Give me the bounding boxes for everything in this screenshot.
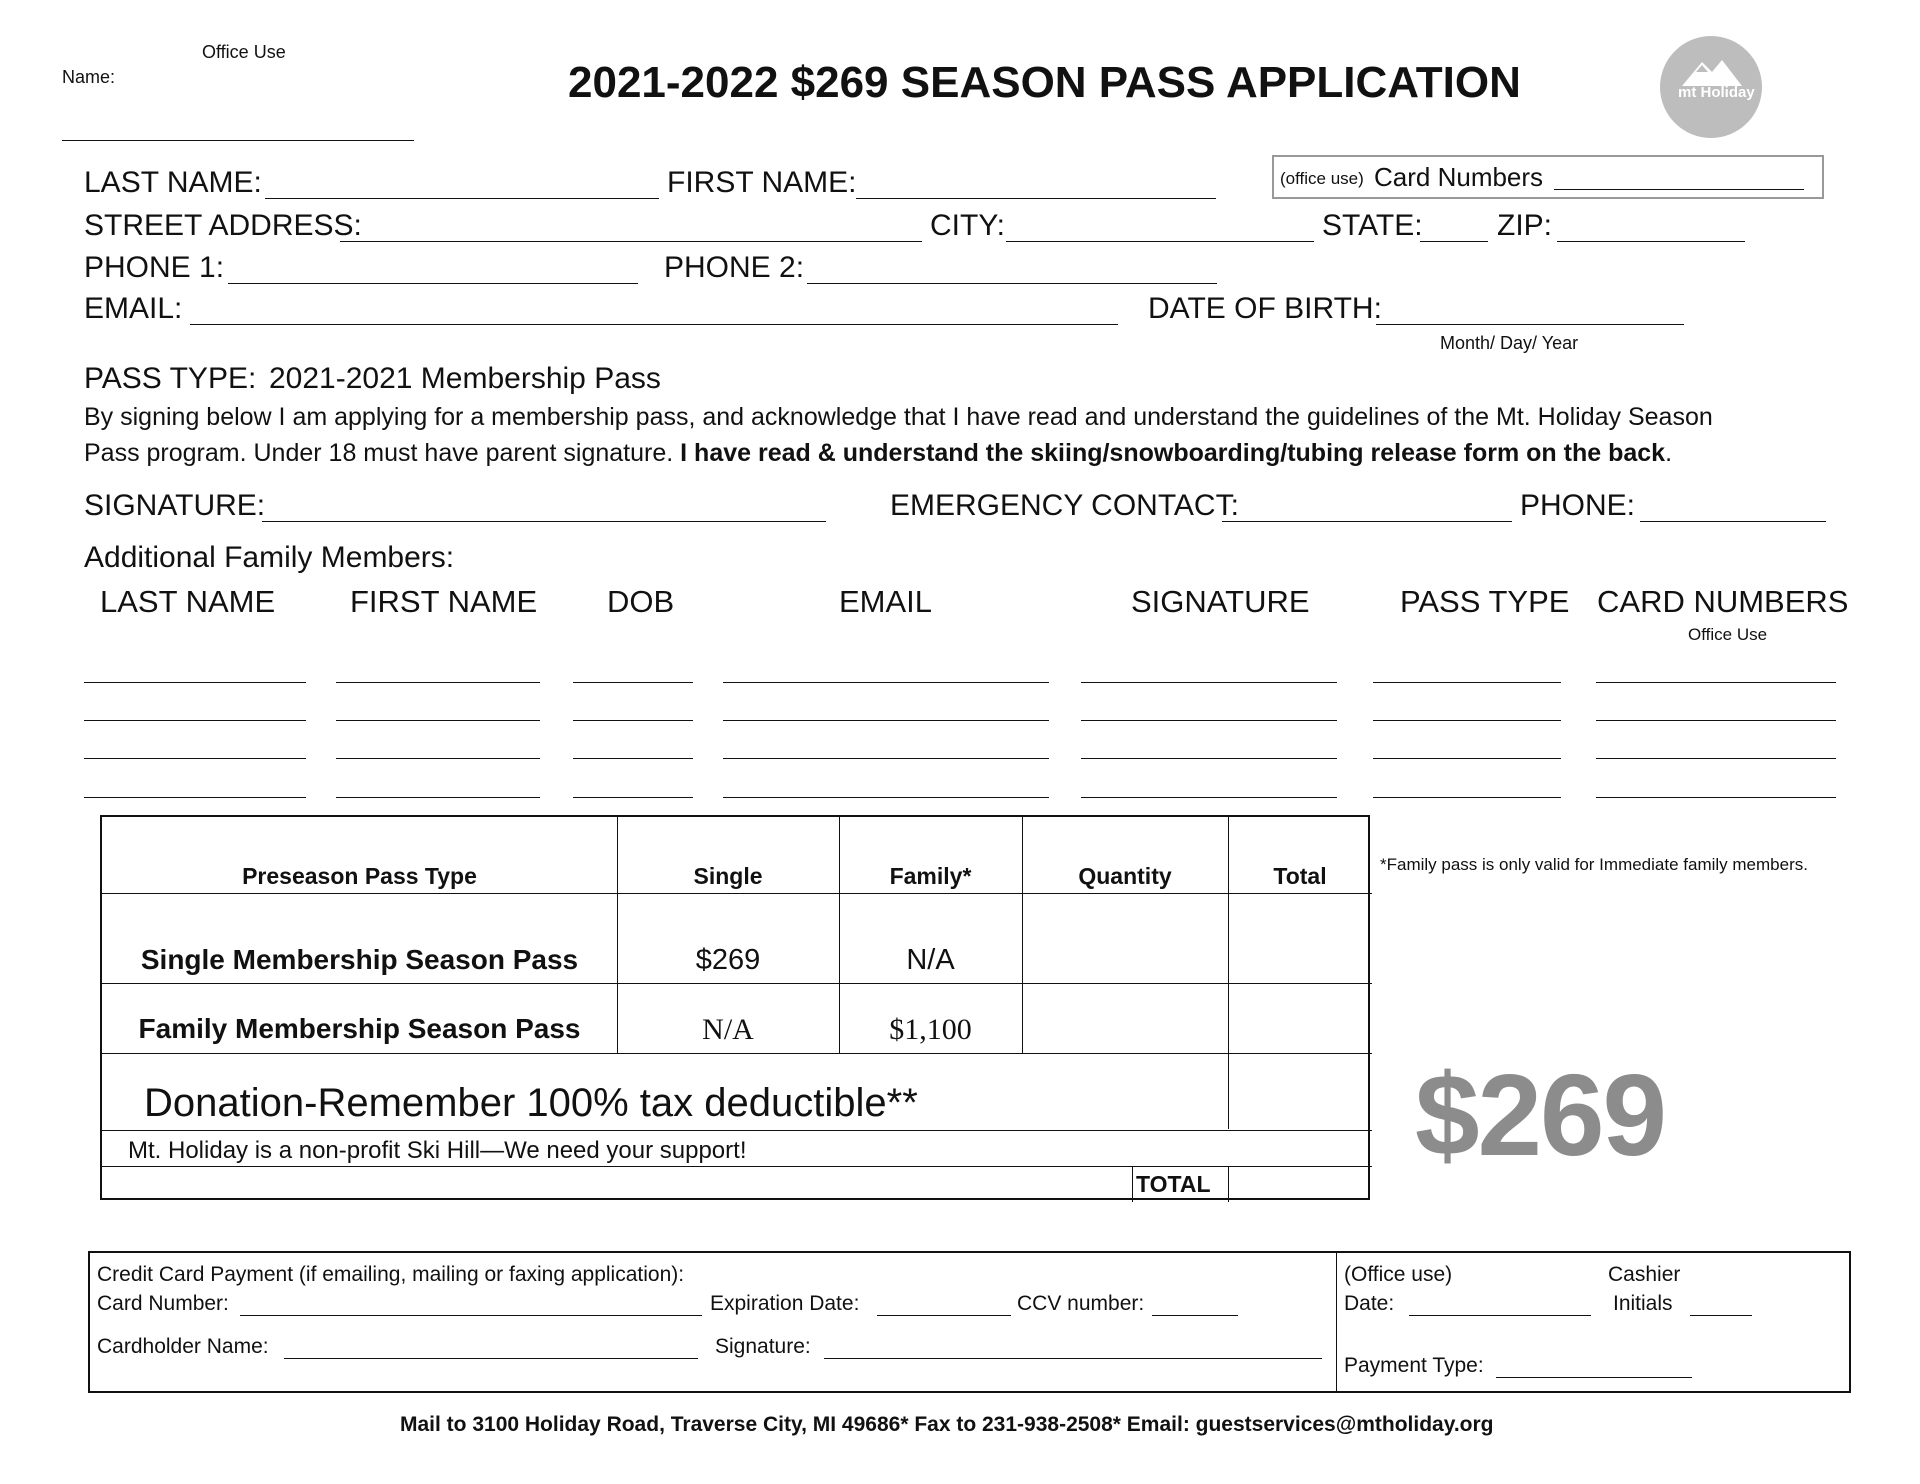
family-row-4-email-field[interactable] (723, 797, 1049, 798)
single-pass-single-price: $269 (695, 944, 761, 976)
single-pass-quantity-input[interactable] (1024, 895, 1226, 981)
family-row-4-pass-type-field[interactable] (1373, 797, 1561, 798)
cc-title: Credit Card Payment (if emailing, mailing or faxing application): (97, 1263, 685, 1286)
family-pass-name: Family Membership Season Pass (138, 1013, 581, 1044)
phone2-field[interactable] (807, 283, 1217, 284)
pass-table-header-total: Total (1273, 863, 1327, 889)
pass-table-header-single: Single (693, 863, 763, 889)
family-row-4-dob-field[interactable] (573, 797, 693, 798)
family-col-first-name: FIRST NAME (350, 584, 538, 619)
family-row-4-card-numbers-field[interactable] (1596, 797, 1836, 798)
donation-amount-input[interactable] (1230, 1055, 1370, 1128)
family-row-1-email-field[interactable] (723, 682, 1049, 683)
family-pass-note: *Family pass is only valid for Immediate family members. (1380, 855, 1808, 874)
family-row-1-card-numbers-field[interactable] (1596, 682, 1836, 683)
family-row-2-signature-field[interactable] (1081, 720, 1337, 721)
total-label: TOTAL (1136, 1171, 1211, 1197)
city-label: CITY: (930, 209, 1006, 242)
pass-type-label: PASS TYPE: (84, 362, 257, 395)
dob-hint: Month/ Day/ Year (1440, 333, 1579, 353)
payment-type-label: Payment Type: (1344, 1354, 1484, 1377)
footer-mailing-info: Mail to 3100 Holiday Road, Traverse City, MI 49686* Fax to 231-938-2508* Email: guestservices@mtholiday.org (400, 1413, 1494, 1436)
cc-ccv-field[interactable] (1152, 1315, 1238, 1316)
emergency-phone-field[interactable] (1640, 521, 1826, 522)
payment-box (88, 1251, 1851, 1393)
agreement-line-1: By signing below I am applying for a membership pass, and acknowledge that I have read and understand the guidelines of the Mt. Holiday Season (84, 403, 1713, 431)
last-name-field[interactable] (265, 198, 659, 199)
family-pass-quantity-input[interactable] (1024, 985, 1226, 1051)
cc-expiration-field[interactable] (877, 1315, 1011, 1316)
family-row-1-last-name-field[interactable] (84, 682, 306, 683)
signature-field[interactable] (262, 521, 826, 522)
family-row-2-email-field[interactable] (723, 720, 1049, 721)
phone1-label: PHONE 1: (84, 251, 225, 284)
emergency-contact-label: EMERGENCY CONTACT: (890, 489, 1239, 522)
family-row-2-last-name-field[interactable] (84, 720, 306, 721)
family-row-3-email-field[interactable] (723, 758, 1049, 759)
emergency-contact-field[interactable] (1222, 521, 1512, 522)
dob-label: DATE OF BIRTH: (1148, 292, 1382, 325)
family-col-dob: DOB (607, 584, 675, 619)
office-use-box-label: (Office use) (1344, 1263, 1453, 1286)
email-field[interactable] (190, 324, 1118, 325)
family-col-pass-type: PASS TYPE (1400, 584, 1570, 619)
first-name-field[interactable] (856, 198, 1216, 199)
name-label: Name: (62, 67, 116, 87)
family-col-last-name: LAST NAME (100, 584, 276, 619)
family-row-4-signature-field[interactable] (1081, 797, 1337, 798)
pass-table (100, 815, 1370, 1200)
pass-table-header-family: Family* (889, 863, 972, 889)
zip-field[interactable] (1557, 241, 1745, 242)
pass-table-header-type: Preseason Pass Type (242, 863, 477, 889)
cc-signature-label: Signature: (715, 1335, 811, 1358)
family-row-3-card-numbers-field[interactable] (1596, 758, 1836, 759)
phone1-field[interactable] (228, 283, 638, 284)
agreement-bold: I have read & understand the skiing/snowboarding/tubing release form on the back (680, 439, 1666, 467)
family-row-1-pass-type-field[interactable] (1373, 682, 1561, 683)
nonprofit-note: Mt. Holiday is a non-profit Ski Hill—We need your support! (128, 1137, 747, 1164)
family-row-3-pass-type-field[interactable] (1373, 758, 1561, 759)
family-row-3-last-name-field[interactable] (84, 758, 306, 759)
single-pass-family-price: N/A (906, 944, 955, 976)
grand-total-input[interactable] (1230, 1168, 1370, 1200)
logo-text: mt Holiday (1678, 84, 1755, 101)
family-row-2-first-name-field[interactable] (336, 720, 540, 721)
agreement-plain: Pass program. Under 18 must have parent signature. (84, 439, 681, 467)
cashier-label: Cashier (1608, 1263, 1681, 1286)
cc-cardholder-label: Cardholder Name: (97, 1335, 269, 1358)
office-use-label: Office Use (202, 42, 286, 62)
single-pass-name: Single Membership Season Pass (140, 944, 579, 975)
family-office-use: Office Use (1688, 625, 1768, 644)
family-row-3-first-name-field[interactable] (336, 758, 540, 759)
mt-holiday-logo (1660, 36, 1762, 138)
family-pass-total-input[interactable] (1230, 985, 1370, 1051)
office-use-tag: (office use) (1280, 169, 1364, 188)
family-row-1-first-name-field[interactable] (336, 682, 540, 683)
pass-table-header-quantity: Quantity (1078, 863, 1172, 889)
emergency-phone-label: PHONE: (1520, 489, 1636, 522)
state-field[interactable] (1420, 241, 1488, 242)
cc-card-number-field[interactable] (240, 1315, 702, 1316)
street-field[interactable] (340, 241, 922, 242)
initials-field[interactable] (1690, 1315, 1752, 1316)
page-title: 2021-2022 $269 SEASON PASS APPLICATION (568, 58, 1521, 107)
email-label: EMAIL: (84, 292, 183, 325)
card-numbers-line[interactable] (1554, 189, 1804, 190)
pass-type-value: 2021-2021 Membership Pass (269, 362, 661, 395)
family-col-email: EMAIL (839, 584, 933, 619)
zip-label: ZIP: (1497, 209, 1553, 242)
state-label: STATE: (1322, 209, 1423, 242)
family-row-4-last-name-field[interactable] (84, 797, 306, 798)
signature-label: SIGNATURE: (84, 489, 266, 522)
single-pass-total-input[interactable] (1230, 895, 1370, 981)
family-title: Additional Family Members: (84, 541, 455, 574)
office-name-line[interactable] (62, 140, 414, 141)
first-name-label: FIRST NAME: (667, 166, 857, 199)
family-pass-family-price: $1,100 (889, 1013, 972, 1046)
cc-ccv-label: CCV number: (1017, 1292, 1145, 1315)
street-label: STREET ADDRESS: (84, 209, 362, 242)
family-row-4-first-name-field[interactable] (336, 797, 540, 798)
big-price: $269 (1415, 1050, 1666, 1180)
last-name-label: LAST NAME: (84, 166, 262, 199)
family-row-3-dob-field[interactable] (573, 758, 693, 759)
agreement-line-2 (84, 439, 1672, 468)
cc-cardholder-field[interactable] (284, 1358, 698, 1359)
dob-field[interactable] (1376, 324, 1684, 325)
payment-type-field[interactable] (1496, 1377, 1692, 1378)
family-row-1-signature-field[interactable] (1081, 682, 1337, 683)
initials-label: Initials (1613, 1292, 1673, 1315)
donation-label: Donation-Remember 100% tax deductible** (144, 1081, 918, 1125)
city-field[interactable] (1006, 241, 1314, 242)
cc-signature-field[interactable] (824, 1358, 1322, 1359)
cc-expiration-label: Expiration Date: (710, 1292, 860, 1315)
cc-card-number-label: Card Number: (97, 1292, 229, 1315)
card-numbers-label: Card Numbers (1374, 162, 1544, 192)
phone2-label: PHONE 2: (664, 251, 805, 284)
family-row-2-dob-field[interactable] (573, 720, 693, 721)
family-row-1-dob-field[interactable] (573, 682, 693, 683)
card-numbers-box (1272, 155, 1824, 199)
family-pass-single-price: N/A (702, 1013, 754, 1046)
family-row-3-signature-field[interactable] (1081, 758, 1337, 759)
family-col-signature: SIGNATURE (1131, 584, 1310, 619)
office-date-label: Date: (1344, 1292, 1395, 1315)
family-row-2-pass-type-field[interactable] (1373, 720, 1561, 721)
agreement-end: . (1665, 439, 1673, 467)
family-row-2-card-numbers-field[interactable] (1596, 720, 1836, 721)
family-col-card-numbers: CARD NUMBERS (1597, 584, 1849, 619)
office-date-field[interactable] (1409, 1315, 1591, 1316)
